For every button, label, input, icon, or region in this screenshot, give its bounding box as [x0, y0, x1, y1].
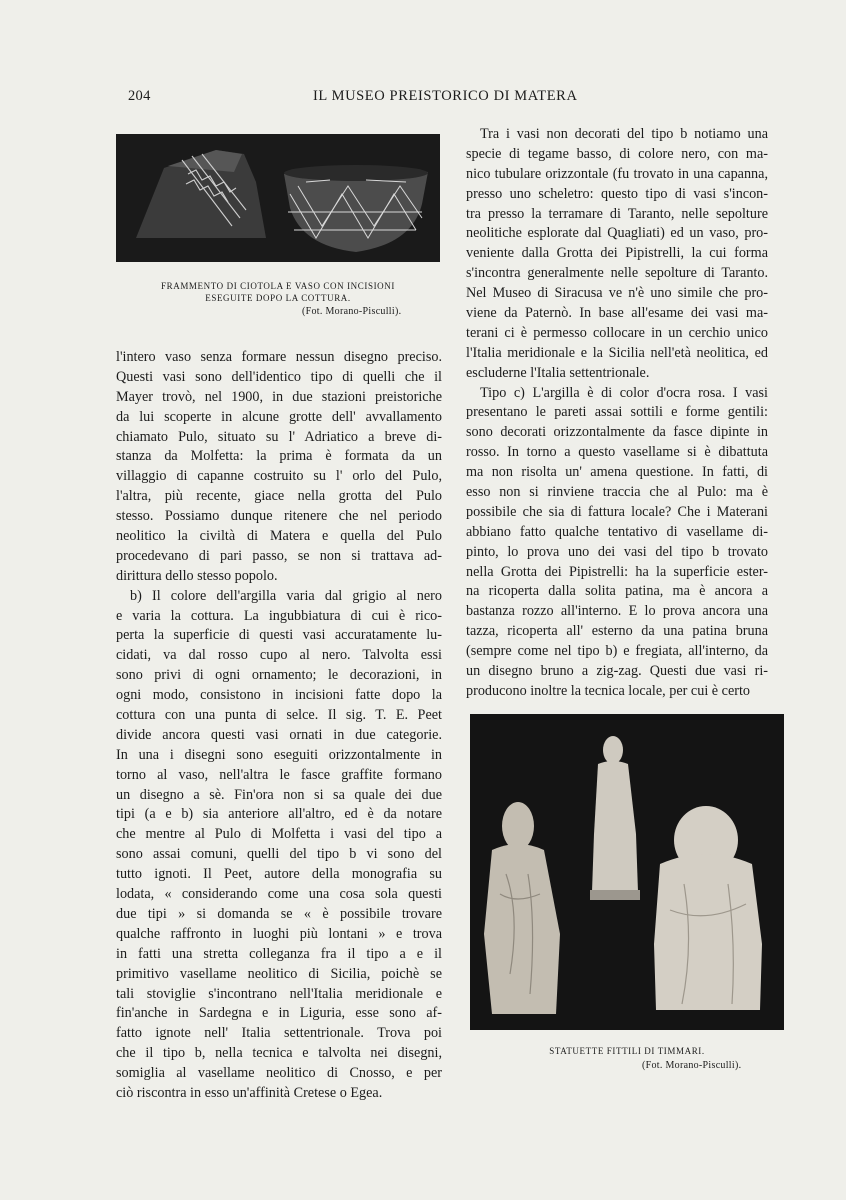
statuettes-illustration — [470, 714, 784, 1030]
right-column-text-line: ma non risolta un' amena questione. In fatti, di — [466, 464, 768, 481]
left-column-text-line: stesso. Possiamo dunque ritenere che nel periodo — [116, 508, 442, 525]
left-column — [116, 348, 442, 1104]
left-column-text-line: cottura con una punta di selce. Il sig. T. E. Peet — [116, 707, 442, 724]
left-column-text-line: b) Il colore dell'argilla varia dal grigio al nero — [130, 587, 442, 604]
left-column-text-line: neolitico la civiltà di Matera e quella del Pulo — [116, 528, 442, 545]
left-column-text-line: l'intero vaso senza formare nessun disegno preciso. — [116, 349, 442, 365]
running-title: IL MUSEO PREISTORICO DI MATERA — [313, 88, 578, 104]
right-column-text-line: presentano le pareti assai sottili e forme gentili: — [466, 404, 768, 421]
right-column-text-line: bastanza rozzo all'interno. E lo prova ancora una — [466, 603, 768, 620]
right-column-text-line: escluderne l'Italia settentrionale. — [466, 364, 650, 381]
figure2-caption: STATUETTE FITTILI DI TIMMARI. — [549, 1046, 705, 1056]
statuettes-photo — [470, 714, 784, 1030]
left-column-text-line: sono privi di ogni ornamento; le decorazioni, in — [116, 667, 442, 684]
left-column-text-line: perta la superficie di questi vasi accuratamente lu- — [116, 627, 442, 644]
left-column-text-line: Mayer trovò, nel 1900, in due stazioni preistoriche — [116, 388, 442, 405]
figure1-caption-line1: FRAMMENTO DI CIOTOLA E VASO CON INCISIONI — [161, 281, 395, 291]
left-column-text-line: procedevano di pari passo, se non si trattava ad- — [116, 547, 442, 564]
left-column-text-line: l'altra, più recente, giace nella grotta del Pulo — [116, 488, 442, 505]
left-column-text-line: tutto ignoti. Il Peet, autore della monografia su — [116, 866, 442, 883]
left-column-text-line: chiamato Pulo, situato su l' Adriatico a breve di- — [116, 428, 442, 445]
right-column-text-line: rosso. In torno a questo vasellame si è dibattuta — [466, 444, 768, 461]
right-column-text-line: veniente dalla Grotta dei Pipistrelli, la cui forma — [466, 245, 768, 262]
right-column-text-line: abbiano fatto qualche tentativo di vasellame di- — [466, 523, 768, 540]
left-column-text-line: due tipi » si domanda se « è possibile trovare — [116, 905, 442, 922]
right-column-text-line: esso non si rinviene traccia che al Pulo: ma è — [466, 484, 768, 501]
figure2-credit: (Fot. Morano-Pisculli). — [642, 1060, 742, 1071]
right-column — [466, 125, 768, 702]
right-column-text-line: (sempre come nel tipo b) e fregiata, all'interno, da — [466, 643, 768, 660]
right-column-text-line: terani ci è permesso collocare in un cerchio unico — [466, 324, 768, 341]
left-column-text-line: somiglia al vasellame neolitico di Cnosso, e per — [116, 1065, 442, 1082]
right-column-text-line: un disegno bruno a zig-zag. Questi due vasi ri- — [466, 663, 768, 680]
left-column-text-line: tali stoviglie s'incontrano nell'Italia meridionale e — [116, 985, 442, 1002]
left-column-text-line: in fatti una stretta colleganza fra il tipo a e il — [116, 945, 442, 962]
left-column-text-line: sono assai comuni, quelli del tipo b vi sono del — [116, 846, 442, 863]
left-column-text-line: ciò riscontra in esso un'affinità Cretese o Egea. — [116, 1084, 383, 1101]
right-column-text-line: neolitiche esplorate dal Quagliati) ed un vaso, pro- — [466, 225, 768, 242]
right-column-text-line: tazza, ricoperta all' esterno da una patina bruna — [466, 623, 768, 640]
right-column-text-line: l'Italia meridionale e la Sicilia nell'età neolitica, ed — [466, 344, 768, 361]
figure1-credit: (Fot. Morano-Pisculli). — [302, 306, 402, 317]
left-column-text-line: Questi vasi sono dell'identico tipo di quelli che il — [116, 368, 442, 385]
right-column-text-line: nella Grotta dei Pipistrelli: ha la superficie ester- — [466, 563, 768, 580]
right-column-text-line: sono decorati orizzontalmente da fasce dipinte in — [466, 424, 768, 441]
left-column-text-line: qualche raffronto in luoghi più lontani » e trova — [116, 925, 442, 942]
left-column-text-line: che il tipo b, nella tecnica e talvolta nei disegni, — [116, 1045, 442, 1062]
right-column-text-line: pinto, lo prova uno dei vasi del tipo b trovato — [466, 543, 768, 560]
left-column-text-line: un disegno a sè. Fin'ora non si sa quale dei due — [116, 786, 442, 803]
left-column-text-line: ogni modo, consistono in incisioni fatte dopo la — [116, 687, 442, 704]
left-column-text-line: cidati, va dal rosso cupo al nero. Talvolta essi — [116, 647, 442, 664]
left-column-text-line: e varia la cottura. La ingubbiatura di cui è rico- — [116, 607, 442, 624]
left-column-text-line: In una i disegni sono eseguiti orizzontalmente in — [116, 746, 442, 763]
right-column-text-line: nico tubulare orizzontale (fu trovato in una capanna, — [466, 165, 768, 182]
right-column-text-line: viene da Paternò. In base all'esame dei vasi ma- — [466, 305, 768, 322]
figure1-caption — [116, 280, 440, 304]
figure1-caption-line2: ESEGUITE DOPO LA COTTURA. — [205, 293, 351, 303]
pottery-photo — [116, 134, 440, 262]
left-column-text-line: dirittura dello stesso popolo. — [116, 567, 278, 584]
left-column-text-line: divide ancora questi vasi ornati in due categorie. — [116, 726, 442, 743]
page-header — [128, 88, 768, 108]
left-column-text-line: lodata, « considerando come una cosa sola questi — [116, 886, 442, 903]
right-column-text-line: Nel Museo di Siracusa ve n'è uno simile che pro- — [466, 285, 768, 302]
left-column-text-line: tipi (a e b) sia anteriore all'altro, ed è da notare — [116, 806, 442, 823]
page-number: 204 — [128, 88, 151, 104]
pottery-illustration — [116, 134, 440, 262]
right-column-text-line: tra presso la terramare di Taranto, nelle sepolture — [466, 205, 768, 222]
left-column-text-line: stanza da Molfetta: la prima è formata da un — [116, 448, 442, 465]
left-column-text-line: primitivo vasellame neolitico di Sicilia, poichè se — [116, 965, 442, 982]
right-column-text-line: producono inoltre la tecnica locale, per cui è certo — [466, 682, 751, 699]
right-column-text-line: possibile che sia di fattura locale? Che i Materani — [466, 503, 768, 520]
left-column-text-line: villaggio di capanne costruito su l' orlo del Pulo, — [116, 468, 442, 485]
left-column-text-line: torno al vaso, nell'altra le fasce graffite formano — [116, 766, 442, 783]
left-column-text-line: fin'anche in Sardegna e in Liguria, esse sono af- — [116, 1005, 442, 1022]
right-column-text-line: specie di tegame basso, di colore nero, con ma- — [466, 145, 768, 162]
right-column-text-line: Tra i vasi non decorati del tipo b notiamo una — [480, 126, 768, 142]
left-column-text-line: che mentre al Pulo di Molfetta i vasi del tipo a — [116, 826, 442, 843]
right-column-text-line: s'incontra generalmente nelle sepolture di Taranto. — [466, 265, 768, 282]
left-column-text-line: fatto ignote nell' Italia settentrionale. Trova poi — [116, 1025, 442, 1042]
right-column-text-line: presso uno scheletro: questo tipo di vasi s'incon- — [466, 185, 768, 202]
right-column-text-line: na ricoperta dalla solita patina, ma è ancora a — [466, 583, 768, 600]
left-column-text-line: da lui scoperte in alcune grotte dell' avvallamento — [116, 408, 442, 425]
right-column-text-line: Tipo c) L'argilla è di color d'ocra rosa. I vasi — [480, 384, 768, 401]
